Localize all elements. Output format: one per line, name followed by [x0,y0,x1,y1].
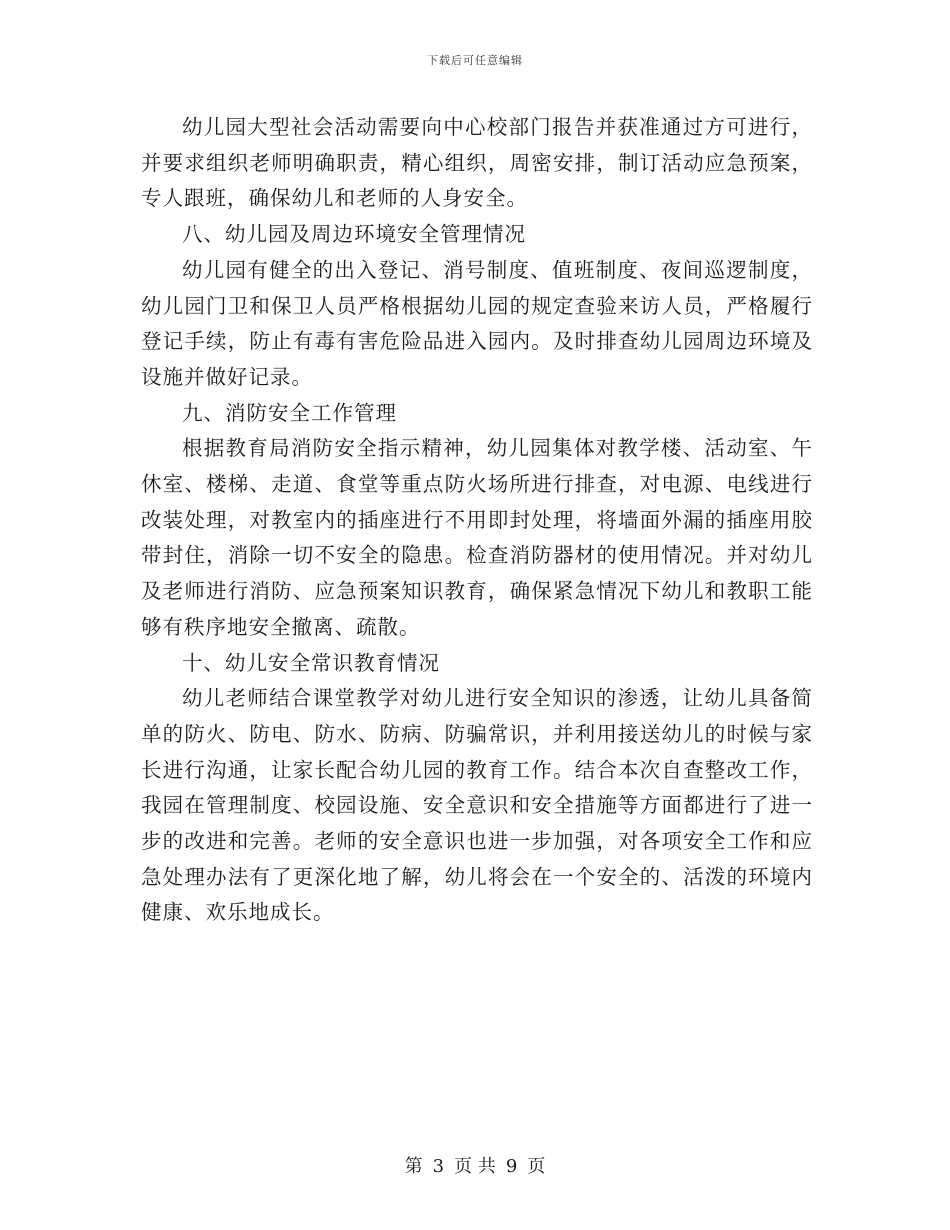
paragraph-activities: 幼儿园大型社会活动需要向中心校部门报告并获准通过方可进行，并要求组织老师明确职责，精心组织，周密安排，制订活动应急预案，专人跟班，确保幼儿和老师的人身安全。 [141,115,813,211]
document-body [141,110,813,931]
page-footer [0,1152,950,1178]
section-heading-fire-safety: 九、消防安全工作管理 [182,400,397,425]
section-heading-safety-education: 十、幼儿安全常识教育情况 [182,650,440,675]
paragraph-safety-education: 幼儿老师结合课堂教学对幼儿进行安全知识的渗透，让幼儿具备简单的防火、防电、防水、防病、防骗常识，并利用接送幼儿的时候与家长进行沟通，让家长配合幼儿园的教育工作。结合本次自查整改工作，我园在管理制度、校园设施、安全意识和安全措施等方面都进行了进一步的改进和完善。老师的安全意识也进一步加强，对各项安全工作和应急处理办法有了更深化地了解，幼儿将会在一个安全的、活泼的环境内健康、欢乐地成长。 [141,686,813,925]
section-heading-environment: 八、幼儿园及周边环境安全管理情况 [182,222,526,247]
paragraph-environment: 幼儿园有健全的出入登记、消号制度、值班制度、夜间巡逻制度，幼儿园门卫和保卫人员严格根据幼儿园的规定查验来访人员，严格履行登记手续，防止有毒有害危险品进入园内。及时排查幼儿园周边环境及设施并做好记录。 [141,257,813,389]
total-pages: 9 [505,1156,518,1177]
footer-middle: 页 共 [454,1156,496,1177]
footer-suffix: 页 [527,1156,546,1177]
paragraph-fire-safety: 根据教育局消防安全指示精神，幼儿园集体对教学楼、活动室、午休室、楼梯、走道、食堂等重点防火场所进行排查，对电源、电线进行改装处理，对教室内的插座进行不用即封处理，将墙面外漏的插座用胶带封住，消除一切不安全的隐患。检查消防器材的使用情况。并对幼儿及老师进行消防、应急预案知识教育，确保紧急情况下幼儿和教职工能够有秩序地安全撤离、疏散。 [141,436,813,639]
footer-prefix: 第 [404,1156,423,1177]
page-number: 3 [432,1156,445,1177]
page-header: 下载后可任意编辑 [427,54,523,67]
